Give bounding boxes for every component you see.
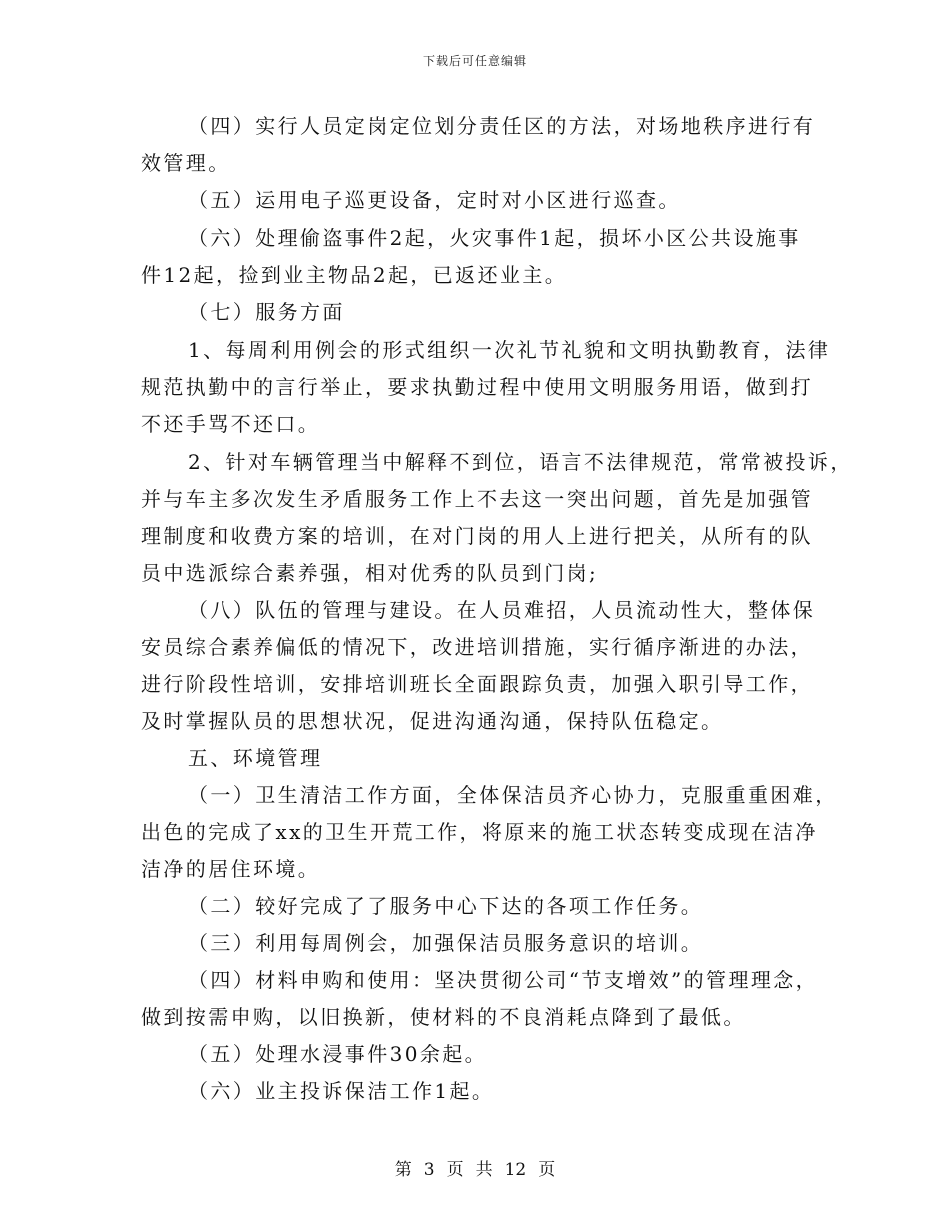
paragraph-line: （四）材料申购和使用：坚决贯彻公司“节支增效”的管理理念， [188, 968, 819, 992]
paragraph-line: 2、针对车辆管理当中解释不到位，语言不法律规范，常常被投诉， [188, 450, 853, 474]
paragraph-line: （七）服务方面 [188, 300, 345, 324]
paragraph-line: 员中选派综合素养强，相对优秀的队员到门岗; [141, 561, 599, 585]
paragraph-line: 及时掌握队员的思想状况，促进沟通沟通，保持队伍稳定。 [141, 709, 724, 733]
paragraph-line: 进行阶段性培训，安排培训班长全面跟踪负责，加强入职引导工作， [141, 672, 813, 696]
footer-total-pages: 12 [504, 1160, 527, 1180]
paragraph-line: 理制度和收费方案的培训，在对门岗的用人上进行把关，从所有的队 [141, 524, 813, 548]
footer-total-label: 共 [475, 1160, 493, 1180]
paragraph-line: 做到按需申购，以旧换新，使材料的不良消耗点降到了最低。 [141, 1005, 746, 1029]
footer-page-prefix: 第 [394, 1160, 412, 1180]
footer-page-mid: 页 [446, 1160, 464, 1180]
paragraph-line: （一）卫生清洁工作方面，全体保洁员齐心协力，克服重重困难， [188, 783, 838, 807]
paragraph-line: 安员综合素养偏低的情况下，改进培训措施，实行循序渐进的办法， [141, 635, 813, 659]
paragraph-line: 效管理。 [141, 151, 231, 175]
paragraph-line: 规范执勤中的言行举止，要求执勤过程中使用文明服务用语，做到打 [141, 375, 813, 399]
paragraph-line: （八）队伍的管理与建设。在人员难招，人员流动性大，整体保 [188, 598, 816, 622]
paragraph-line: （六）处理偷盗事件2起，火灾事件1起，损坏小区公共设施事 [188, 226, 801, 250]
paragraph-line: 出色的完成了xx的卫生开荒工作，将原来的施工状态转变成现在洁净 [141, 820, 818, 844]
paragraph-line: （三）利用每周例会，加强保洁员服务意识的培训。 [188, 931, 704, 955]
page-header: 下载后可任意编辑 [422, 54, 527, 68]
footer-page-suffix: 页 [538, 1160, 556, 1180]
paragraph-line: 不还手骂不还口。 [141, 412, 321, 436]
paragraph-line: （六）业主投诉保洁工作1起。 [188, 1079, 495, 1103]
page-footer [0, 1155, 950, 1180]
paragraph-line: 洁净的居住环境。 [141, 857, 321, 881]
paragraph-line: 1、每周利用例会的形式组织一次礼节礼貌和文明执勤教育，法律 [188, 338, 831, 362]
footer-page-number: 3 [423, 1160, 435, 1180]
paragraph-line: 件12起，捡到业主物品2起，已返还业主。 [141, 263, 568, 287]
paragraph-line: （二）较好完成了了服务中心下达的各项工作任务。 [188, 894, 704, 918]
paragraph-line: （四）实行人员定岗定位划分责任区的方法，对场地秩序进行有 [188, 114, 816, 138]
paragraph-line: （五）处理水浸事件30余起。 [188, 1042, 488, 1066]
paragraph-line: （五）运用电子巡更设备，定时对小区进行巡查。 [188, 188, 681, 212]
paragraph-line: 并与车主多次发生矛盾服务工作上不去这一突出问题，首先是加强管 [141, 487, 813, 511]
section-heading: 五、环境管理 [188, 746, 323, 770]
